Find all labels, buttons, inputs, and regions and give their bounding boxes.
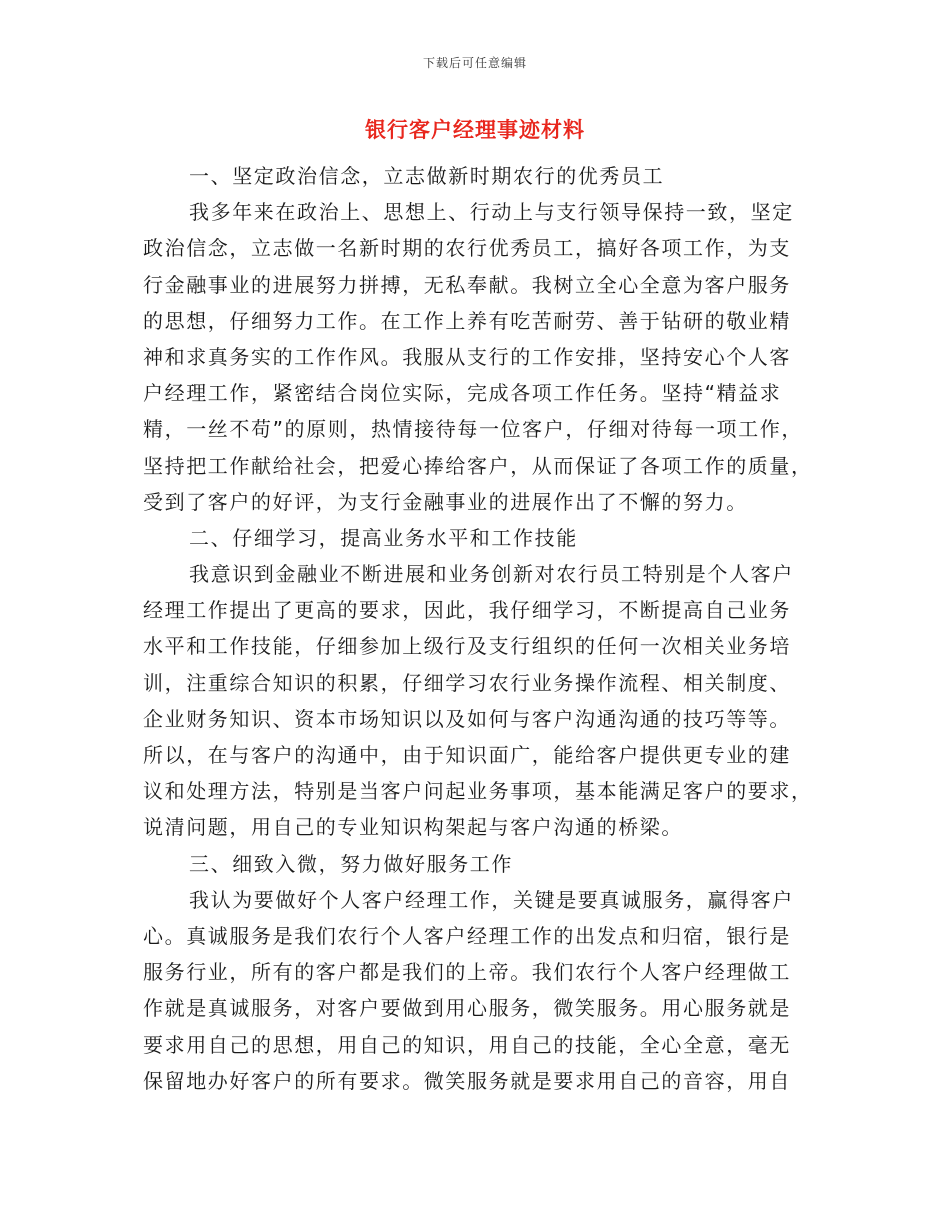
paragraph-line: 精，一丝不苟”的原则，热情接待每一位客户，仔细对待每一项工作， bbox=[143, 417, 803, 442]
paragraph-line: 心。真诚服务是我们农行个人客户经理工作的出发点和归宿，银行是 bbox=[143, 923, 791, 948]
paragraph-line: 坚持把工作献给社会，把爱心捧给客户，从而保证了各项工作的质量， bbox=[143, 453, 813, 478]
paragraph-start-line: 二、仔细学习，提高业务水平和工作技能 bbox=[189, 525, 578, 550]
paragraph-start-line: 我认为要做好个人客户经理工作，关键是要真诚服务，赢得客户 bbox=[189, 887, 794, 912]
paragraph-start-line: 我多年来在政治上、思想上、行动上与支行领导保持一致，坚定 bbox=[189, 200, 794, 225]
paragraph-line: 说清问题，用自己的专业知识构架起与客户沟通的桥梁。 bbox=[143, 815, 683, 840]
paragraph-line: 神和求真务实的工作作风。我服从支行的工作安排，坚持安心个人客 bbox=[143, 344, 791, 369]
paragraph-line: 企业财务知识、资本市场知识以及如何与客户沟通沟通的技巧等等。 bbox=[143, 706, 791, 731]
paragraph-line: 议和处理方法，特别是当客户问起业务事项，基本能满足客户的要求， bbox=[143, 779, 813, 804]
paragraph-line: 要求用自己的思想，用自己的知识，用自己的技能，全心全意，毫无 bbox=[143, 1032, 791, 1057]
paragraph-line: 受到了客户的好评，为支行金融事业的进展作出了不懈的努力。 bbox=[143, 489, 748, 514]
paragraph-start-line: 我意识到金融业不断进展和业务创新对农行员工特别是个人客户 bbox=[189, 562, 794, 587]
paragraph-line: 行金融事业的进展努力拼搏，无私奉献。我树立全心全意为客户服务 bbox=[143, 272, 791, 297]
paragraph-line: 户经理工作，紧密结合岗位实际，完成各项工作任务。坚持“精益求 bbox=[143, 381, 782, 406]
paragraph-line: 作就是真诚服务，对客户要做到用心服务，微笑服务。用心服务就是 bbox=[143, 996, 791, 1021]
paragraph-line: 的思想，仔细努力工作。在工作上养有吃苦耐劳、善于钻研的敬业精 bbox=[143, 308, 791, 333]
paragraph-line: 经理工作提出了更高的要求，因此，我仔细学习，不断提高自己业务 bbox=[143, 598, 791, 623]
document-title: 银行客户经理事迹材料 bbox=[365, 118, 585, 142]
paragraph-line: 政治信念，立志做一名新时期的农行优秀员工，搞好各项工作，为支 bbox=[143, 236, 791, 261]
document-body bbox=[143, 158, 813, 1099]
header-note: 下载后可任意编辑 bbox=[422, 56, 527, 70]
paragraph-line: 训，注重综合知识的积累，仔细学习农行业务操作流程、相关制度、 bbox=[143, 670, 791, 695]
paragraph-start-line: 一、坚定政治信念，立志做新时期农行的优秀员工 bbox=[189, 164, 665, 188]
paragraph-line: 保留地办好客户的所有要求。微笑服务就是要求用自己的音容，用自 bbox=[143, 1068, 791, 1093]
paragraph-start-line: 三、细致入微，努力做好服务工作 bbox=[189, 851, 513, 876]
paragraph-line: 服务行业，所有的客户都是我们的上帝。我们农行个人客户经理做工 bbox=[143, 960, 791, 985]
paragraph-line: 所以，在与客户的沟通中，由于知识面广，能给客户提供更专业的建 bbox=[143, 743, 791, 767]
paragraph-line: 水平和工作技能，仔细参加上级行及支行组织的任何一次相关业务培 bbox=[143, 634, 791, 659]
